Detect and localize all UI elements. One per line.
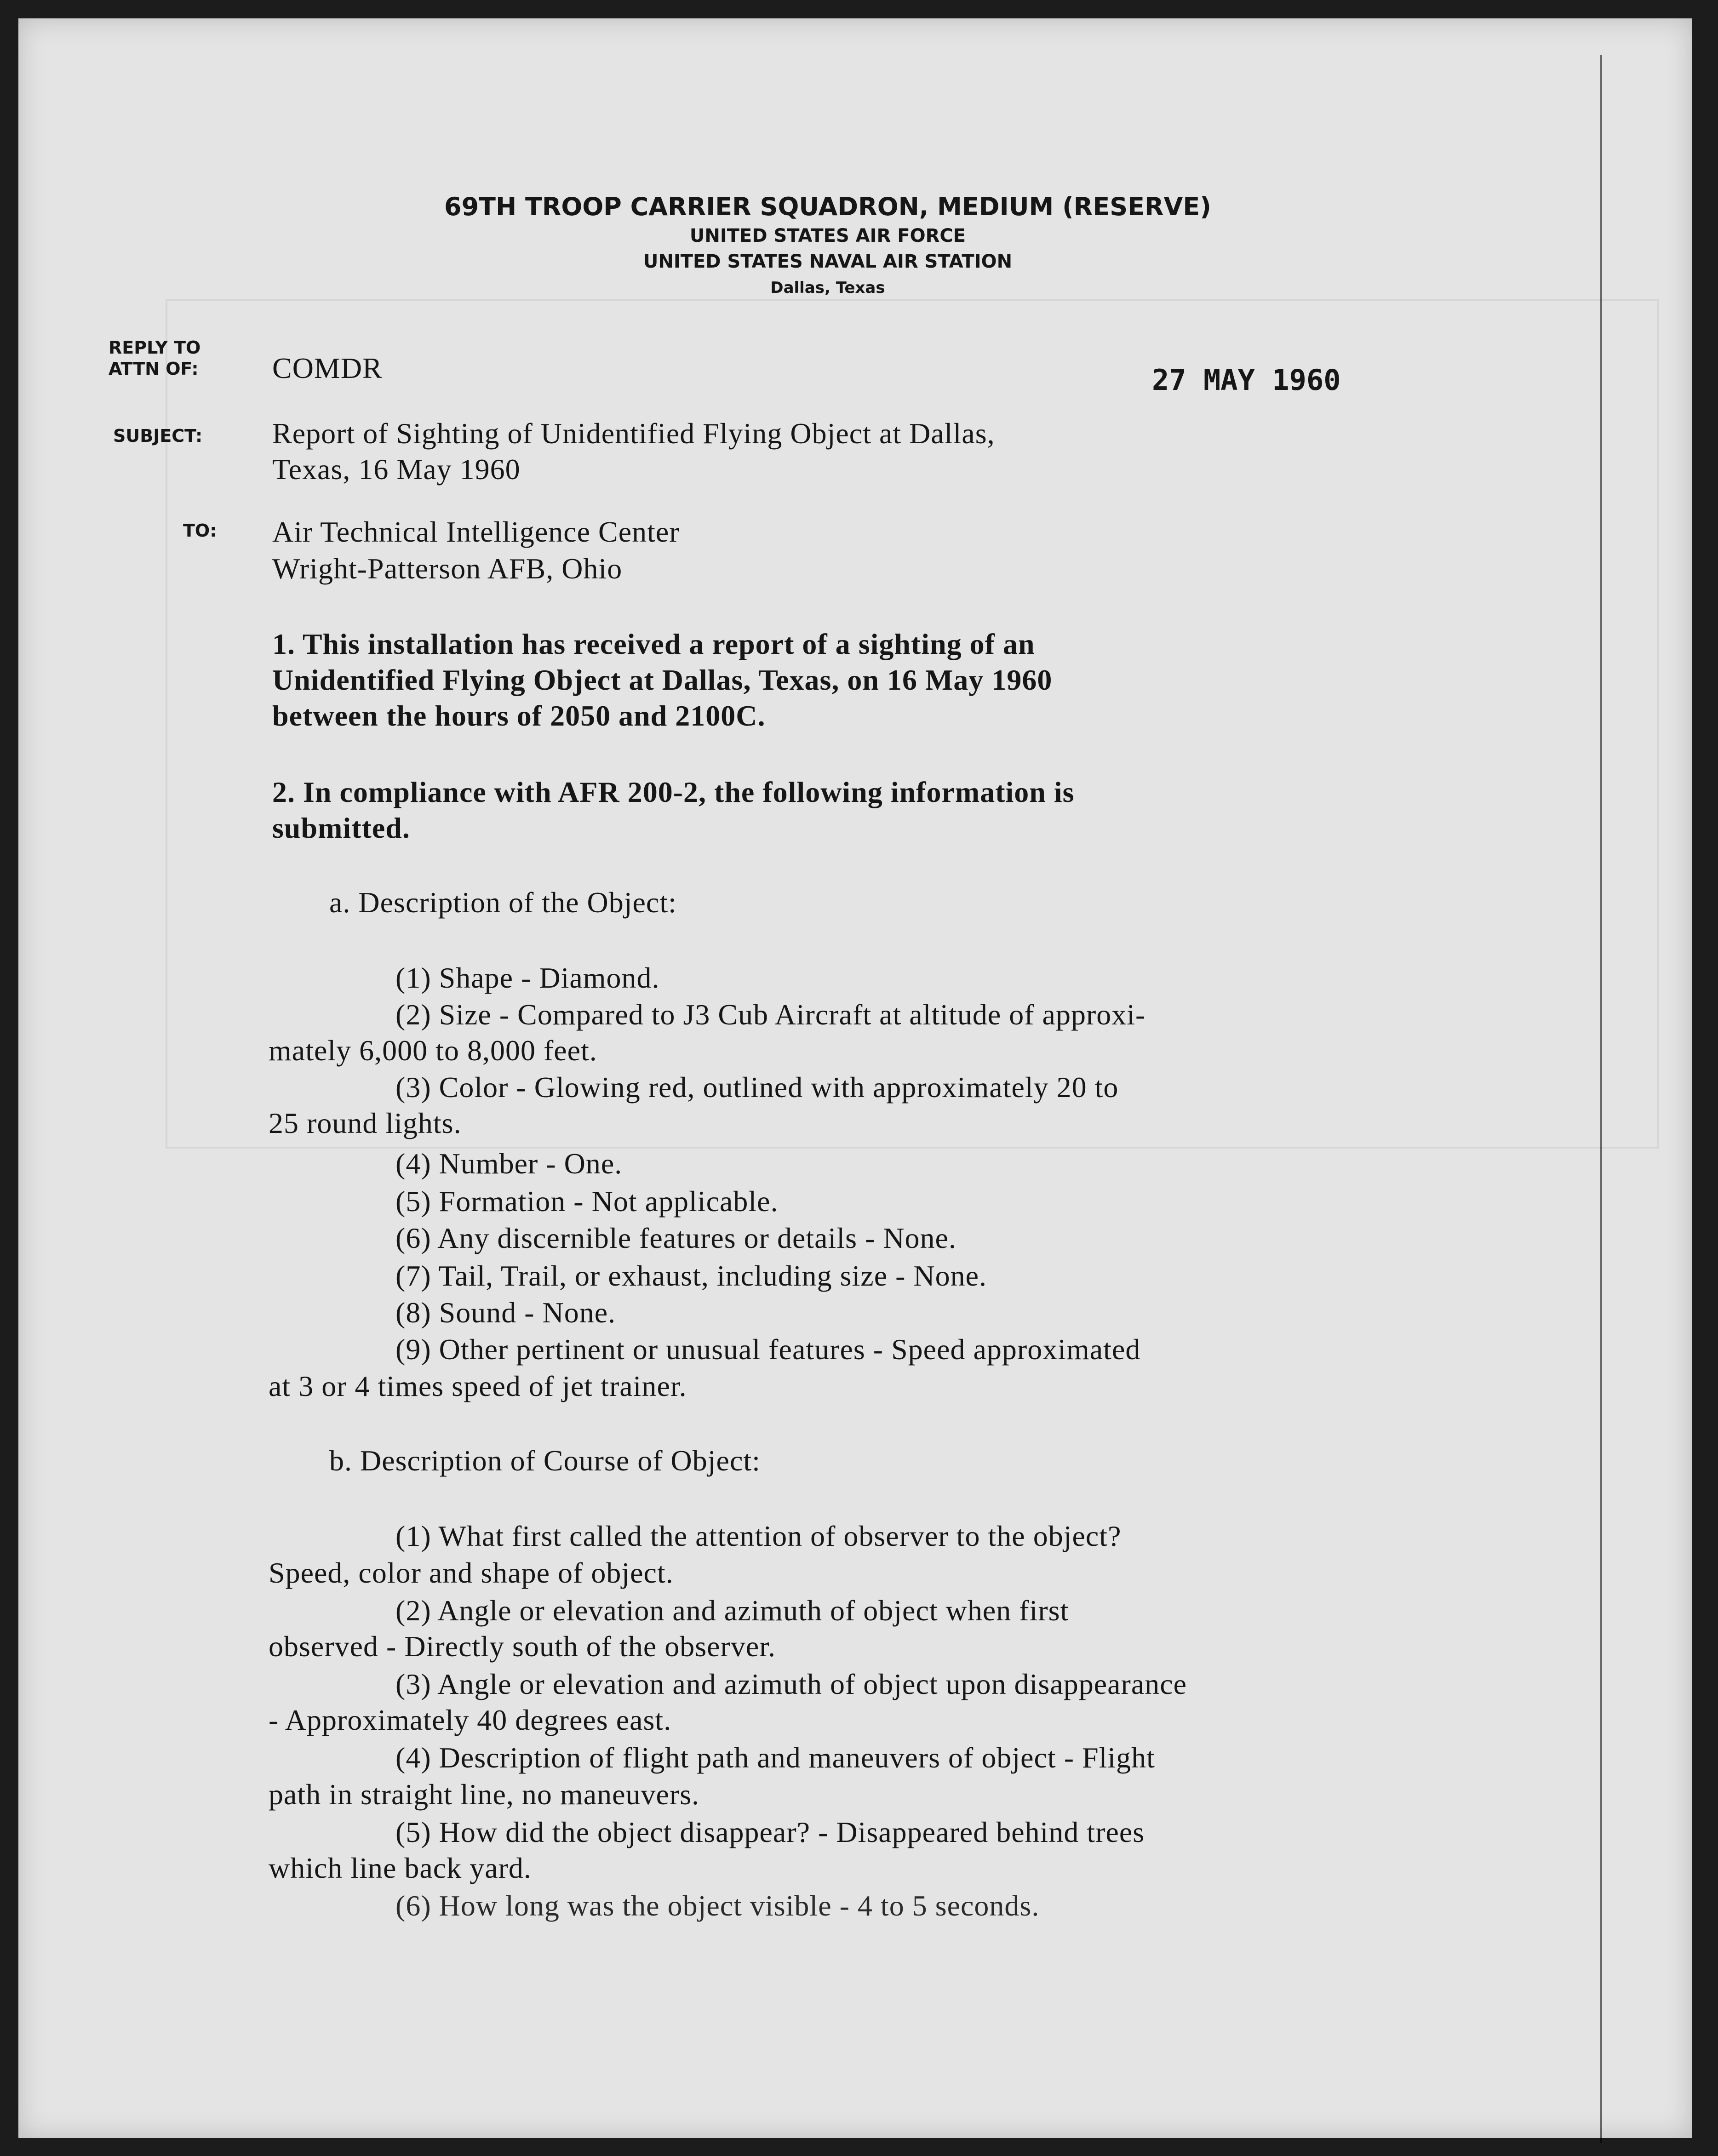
attn-of-label: ATTN OF: bbox=[109, 359, 199, 379]
reply-to-label: REPLY TO bbox=[109, 337, 201, 358]
para2-line-2: submitted. bbox=[272, 812, 410, 844]
subject-line-1: Report of Sighting of Unidentified Flying Object at Dallas, bbox=[272, 417, 995, 450]
list-item: (8) Sound - None. bbox=[395, 1296, 616, 1329]
list-item: path in straight line, no maneuvers. bbox=[269, 1778, 700, 1811]
to-line-1: Air Technical Intelligence Center bbox=[272, 515, 680, 548]
list-item: (3) Angle or elevation and azimuth of object upon disappearance bbox=[395, 1668, 1187, 1700]
list-item: - Approximately 40 degrees east. bbox=[269, 1704, 672, 1736]
subject-line-2: Texas, 16 May 1960 bbox=[272, 453, 521, 486]
list-item: (6) Any discernible features or details - None. bbox=[395, 1222, 956, 1254]
list-item: (1) Shape - Diamond. bbox=[395, 961, 660, 994]
list-item: (4) Description of flight path and maneuvers of object - Flight bbox=[395, 1741, 1155, 1774]
page-edge-line bbox=[1600, 55, 1602, 2143]
letterhead-service: UNITED STATES AIR FORCE bbox=[689, 225, 966, 246]
list-item: at 3 or 4 times speed of jet trainer. bbox=[269, 1370, 687, 1402]
list-item: (9) Other pertinent or unusual features - Speed approximated bbox=[395, 1333, 1141, 1366]
list-item: (7) Tail, Trail, or exhaust, including size - None. bbox=[395, 1259, 987, 1292]
list-item: (5) Formation - Not applicable. bbox=[395, 1185, 779, 1218]
document-date: 27 MAY 1960 bbox=[1152, 363, 1341, 397]
list-item: (6) How long was the object visible - 4 to 5 seconds. bbox=[395, 1889, 1040, 1922]
list-item: (2) Angle or elevation and azimuth of object when first bbox=[395, 1594, 1069, 1627]
letterhead-station: UNITED STATES NAVAL AIR STATION bbox=[643, 251, 1013, 272]
section-b-heading: b. Description of Course of Object: bbox=[329, 1444, 761, 1477]
letterhead-city: Dallas, Texas bbox=[770, 279, 885, 297]
to-label: TO: bbox=[183, 520, 217, 541]
list-item: which line back yard. bbox=[269, 1852, 532, 1884]
list-item: 25 round lights. bbox=[269, 1107, 462, 1139]
list-item: Speed, color and shape of object. bbox=[269, 1556, 674, 1589]
list-item: mately 6,000 to 8,000 feet. bbox=[269, 1034, 597, 1067]
para2-line-1: 2. In compliance with AFR 200-2, the following information is bbox=[272, 776, 1075, 808]
list-item: (4) Number - One. bbox=[395, 1147, 623, 1180]
subject-label: SUBJECT: bbox=[113, 426, 203, 446]
list-item: (5) How did the object disappear? - Disappeared behind trees bbox=[395, 1816, 1145, 1848]
to-line-2: Wright-Patterson AFB, Ohio bbox=[272, 552, 623, 585]
para1-line-3: between the hours of 2050 and 2100C. bbox=[272, 699, 766, 732]
list-item: (3) Color - Glowing red, outlined with approximately 20 to bbox=[395, 1071, 1119, 1104]
para1-line-2: Unidentified Flying Object at Dallas, Texas, on 16 May 1960 bbox=[272, 663, 1053, 696]
letterhead-unit: 69TH TROOP CARRIER SQUADRON, MEDIUM (RESERVE) bbox=[444, 192, 1211, 221]
list-item: (1) What first called the attention of observer to the object? bbox=[395, 1520, 1122, 1552]
section-a-heading: a. Description of the Object: bbox=[329, 886, 677, 919]
para1-line-1: 1. This installation has received a report of a sighting of an bbox=[272, 628, 1035, 660]
list-item: (2) Size - Compared to J3 Cub Aircraft at altitude of approxi- bbox=[395, 998, 1146, 1031]
list-item: observed - Directly south of the observer. bbox=[269, 1630, 776, 1663]
reply-to-value: COMDR bbox=[272, 352, 383, 384]
